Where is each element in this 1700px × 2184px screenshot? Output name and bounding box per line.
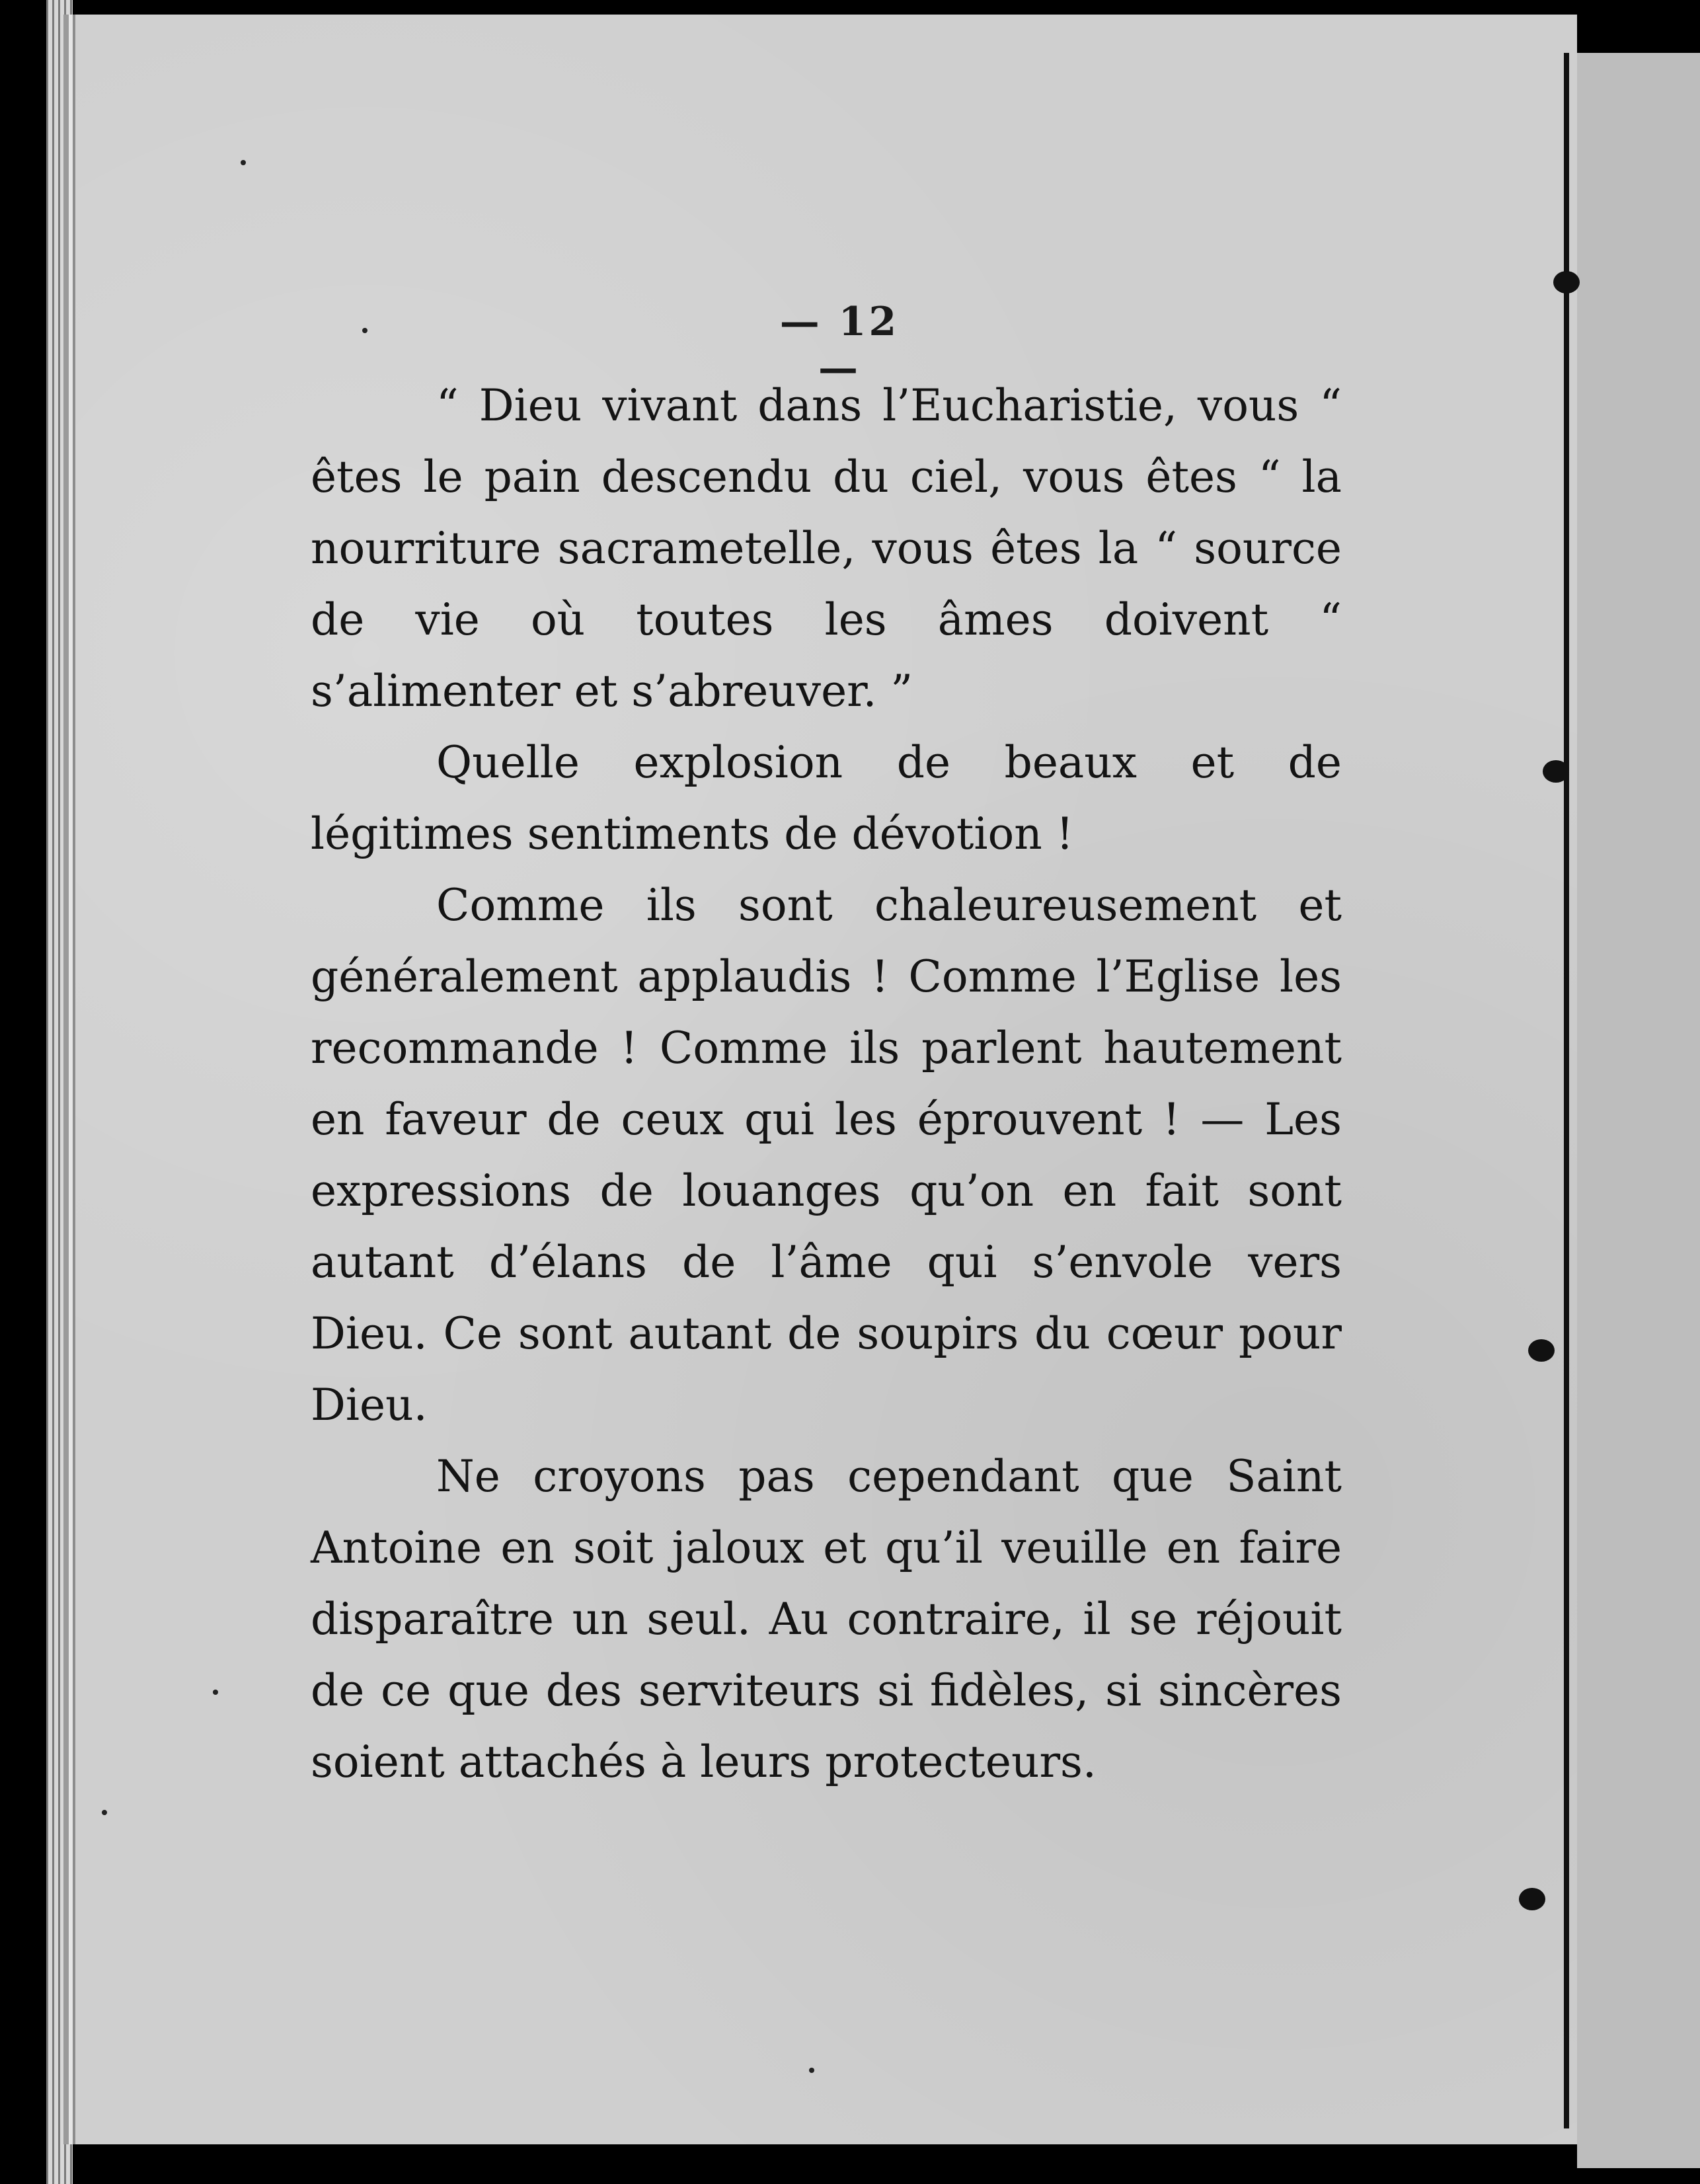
binding-knot-3 [1528, 1339, 1555, 1362]
paper-speck [102, 1810, 107, 1815]
facing-page-edge [1577, 53, 1700, 2168]
body-paragraph: Ne croyons pas cependant que Saint Antoine en soit jaloux et qu’il veuille en faire disparaître un seul. Au contraire, il se réjouit de ce que des serviteurs si fidèles, si sincères soient attachés à leurs protecteurs. [311, 1451, 1342, 1787]
body-paragraph: Quelle explosion de beaux et de légitimes sentiments de dévotion ! [311, 737, 1342, 859]
paper-speck [241, 160, 246, 165]
binding-knot-1 [1553, 271, 1580, 293]
binding-thread [1564, 53, 1569, 2128]
paper-speck [362, 328, 367, 333]
body-paragraph: Comme ils sont chaleureusement et généralement applaudis ! Comme l’Eglise les recommande ! Comme ils parlent hautement en faveur de ceux qui les éprouvent ! — Les expressions de louanges qu’on en fait sont autant d’élans de l’âme qui s’envole vers Dieu. Ce sont autant de soupirs du cœur pour Dieu. [311, 880, 1342, 1430]
page-body [311, 370, 1342, 1798]
binding-knot-2 [1543, 760, 1569, 783]
paper-speck [213, 1690, 218, 1695]
quote-paragraph: “ Dieu vivant dans l’Eucharistie, vous “ êtes le pain descendu du ciel, vous êtes “ la nourriture sacrametelle, vous êtes la “ source de vie où toutes les âmes doivent “ s’alimenter et s’abreuver. ” [311, 380, 1342, 717]
page-number: — 12 — [779, 299, 900, 391]
binding-knot-4 [1519, 1888, 1545, 1910]
paper-speck [809, 2068, 814, 2073]
